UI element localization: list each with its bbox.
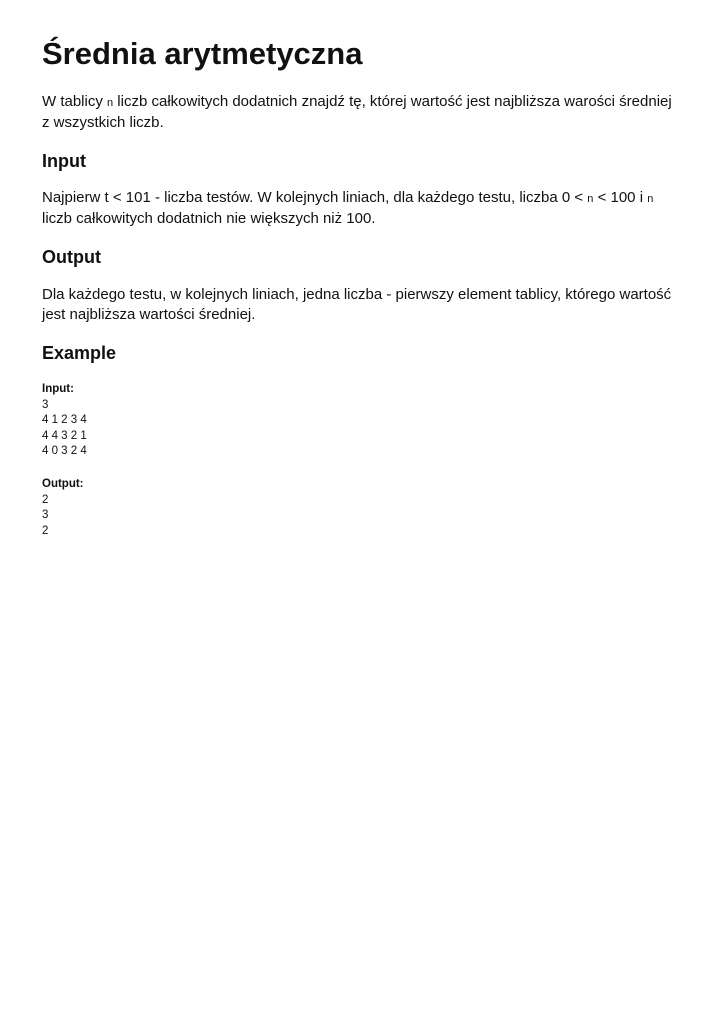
input-heading: Input bbox=[42, 151, 86, 171]
input-paragraph bbox=[42, 188, 682, 229]
example-input-line: 3 bbox=[42, 398, 49, 411]
example-heading: Example bbox=[42, 343, 117, 363]
input-text-2: < 100 i bbox=[593, 189, 648, 206]
input-text-3: liczb całkowitych dodatnich nie większych niż 100. bbox=[42, 210, 376, 227]
output-heading: Output bbox=[42, 247, 101, 267]
description-text-2: liczb całkowitych dodatnich znajdź tę, której wartość jest najbliższa warości średniej z wszystkich liczb. bbox=[42, 93, 672, 131]
example-output-line: 2 bbox=[42, 493, 49, 506]
description-variable-n: n bbox=[107, 97, 114, 109]
input-variable-n-2: n bbox=[647, 193, 654, 205]
input-text-1: Najpierw t < 101 - liczba testów. W kolejnych liniach, dla każdego testu, liczba 0 < bbox=[42, 189, 588, 206]
output-paragraph: Dla każdego testu, w kolejnych liniach, jedna liczba - pierwszy element tablicy, którego wartość jest najbliższa wartości średniej. bbox=[42, 286, 672, 323]
example-input-line: 4 1 2 3 4 bbox=[42, 414, 87, 426]
example-output-label: Output: bbox=[42, 478, 84, 490]
input-variable-n-1: n bbox=[587, 193, 594, 205]
example-input-label: Input: bbox=[42, 383, 74, 395]
page-title: Średnia arytmetyczna bbox=[42, 36, 363, 71]
example-output-block bbox=[42, 477, 84, 539]
example-output-line: 2 bbox=[42, 524, 49, 537]
example-input-block bbox=[42, 382, 87, 460]
description-paragraph bbox=[42, 92, 682, 133]
example-input-line: 4 0 3 2 4 bbox=[42, 445, 87, 457]
description-text-1: W tablicy bbox=[42, 93, 108, 110]
example-input-line: 4 4 3 2 1 bbox=[42, 429, 87, 442]
example-output-line: 3 bbox=[42, 509, 49, 521]
